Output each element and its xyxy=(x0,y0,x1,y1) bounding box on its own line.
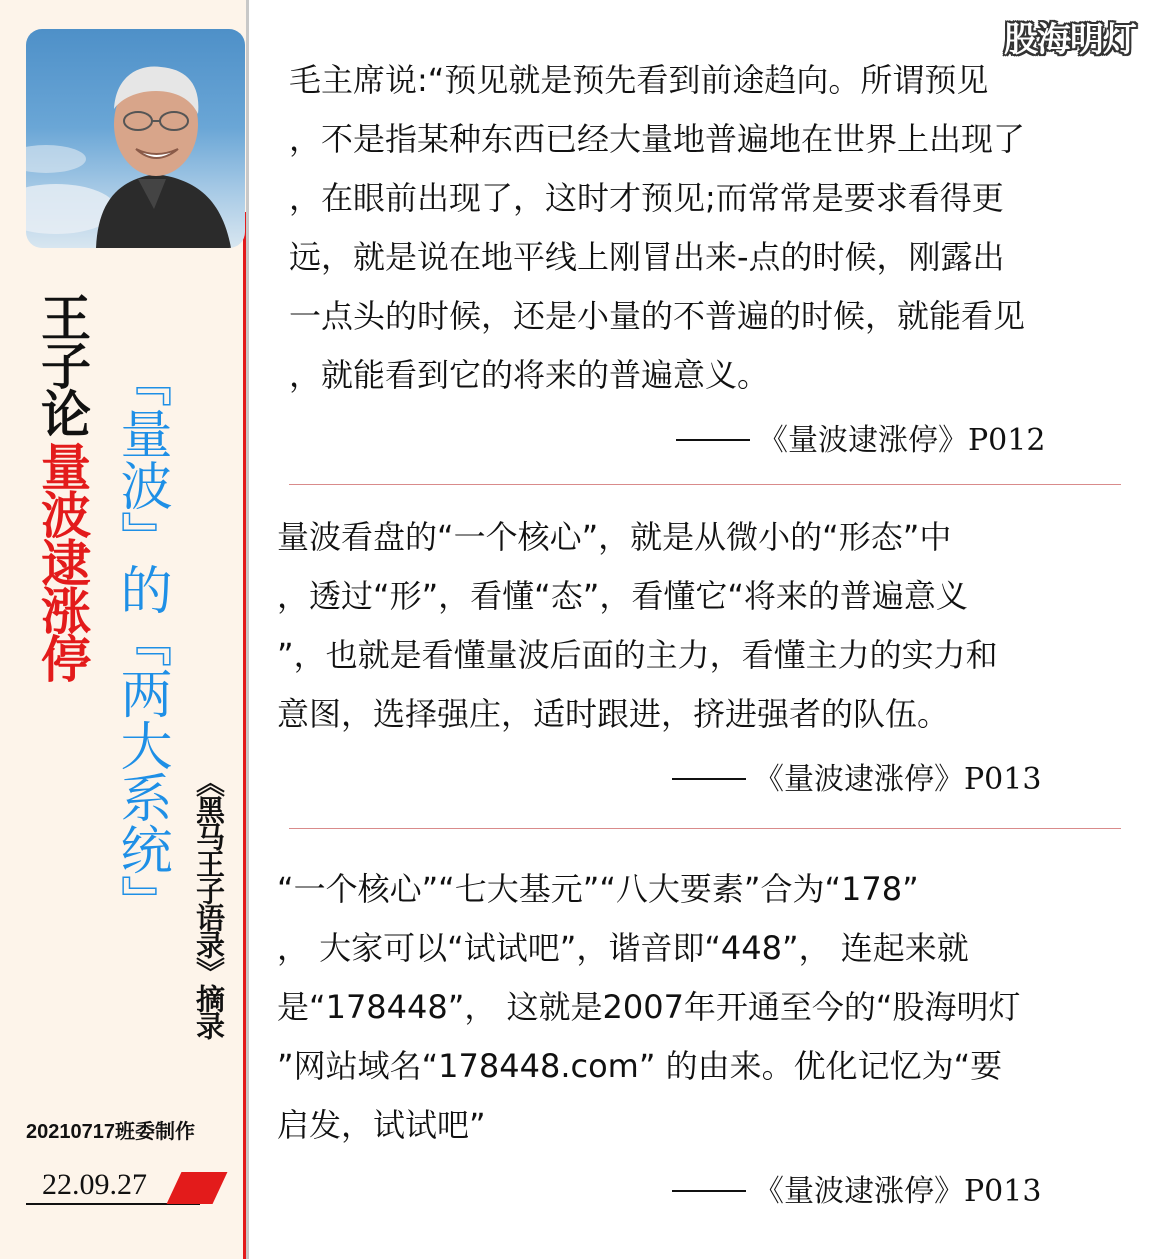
main-title: 王子论 xyxy=(33,292,91,436)
source-book-label: 《黑马王子语录》摘录 xyxy=(192,768,226,1038)
citation-2 xyxy=(672,754,1041,798)
credit-label: 20210717班委制作 xyxy=(26,1121,195,1143)
quote-paragraph-1 xyxy=(289,51,1025,405)
quote-paragraph-2 xyxy=(277,508,998,744)
watermark-logo: 股海明灯 xyxy=(1004,20,1136,60)
citation-text: 《量波逮涨停》P013 xyxy=(754,762,1042,797)
text-line: ，在眼前出现了，这时才预见;而常常是要求看得更 xyxy=(289,179,1004,217)
section-divider xyxy=(289,484,1121,485)
text-line: 一点头的时候，还是小量的不普遍的时候，就能看见 xyxy=(289,297,1026,335)
text-line: ，透过“形”，看懂“态”，看懂它“将来的普遍意义 xyxy=(277,577,968,615)
text-line: 量波看盘的“一个核心”，就是从微小的“形态”中 xyxy=(277,518,952,556)
text-line: ”网站域名“178448.com” 的由来。优化记忆为“要 xyxy=(277,1047,1003,1085)
subtitle: 『量波』的『两大系统』 xyxy=(111,355,171,927)
main-title-red: 量波逮涨停 xyxy=(33,441,91,681)
vertical-divider xyxy=(246,0,249,1259)
author-photo xyxy=(26,29,245,248)
date-label: 22.09.27 xyxy=(42,1168,147,1201)
citation-dash xyxy=(672,1190,746,1192)
text-line: 远，就是说在地平线上刚冒出来-点的时候，刚露出 xyxy=(289,238,1005,276)
text-line: “一个核心”“七大基元”“八大要素”合为“178” xyxy=(277,870,919,908)
citation-3 xyxy=(672,1166,1041,1210)
text-line: ，就能看到它的将来的普遍意义。 xyxy=(289,356,770,394)
citation-dash xyxy=(672,778,746,780)
text-line: 意图，选择强庄，适时跟进，挤进强者的队伍。 xyxy=(277,695,950,733)
citation-text: 《量波逮涨停》P013 xyxy=(754,1174,1042,1209)
citation-1 xyxy=(676,415,1045,459)
citation-dash xyxy=(676,439,750,441)
text-line: ，不是指某种东西已经大量地普遍地在世界上出现了 xyxy=(289,120,1026,158)
text-line: ”，也就是看懂量波后面的主力，看懂主力的实力和 xyxy=(277,636,998,674)
citation-text: 《量波逮涨停》P012 xyxy=(758,423,1046,458)
quote-paragraph-3 xyxy=(277,860,1021,1155)
text-line: 启发，试试吧” xyxy=(277,1106,486,1144)
section-divider xyxy=(289,828,1121,829)
text-line: 是“178448”， 这就是2007年开通至今的“股海明灯 xyxy=(277,988,1021,1026)
text-line: ， 大家可以“试试吧”，谐音即“448”， 连起来就 xyxy=(277,929,969,967)
text-line: 毛主席说:“预见就是预先看到前途趋向。所谓预见 xyxy=(289,61,989,99)
